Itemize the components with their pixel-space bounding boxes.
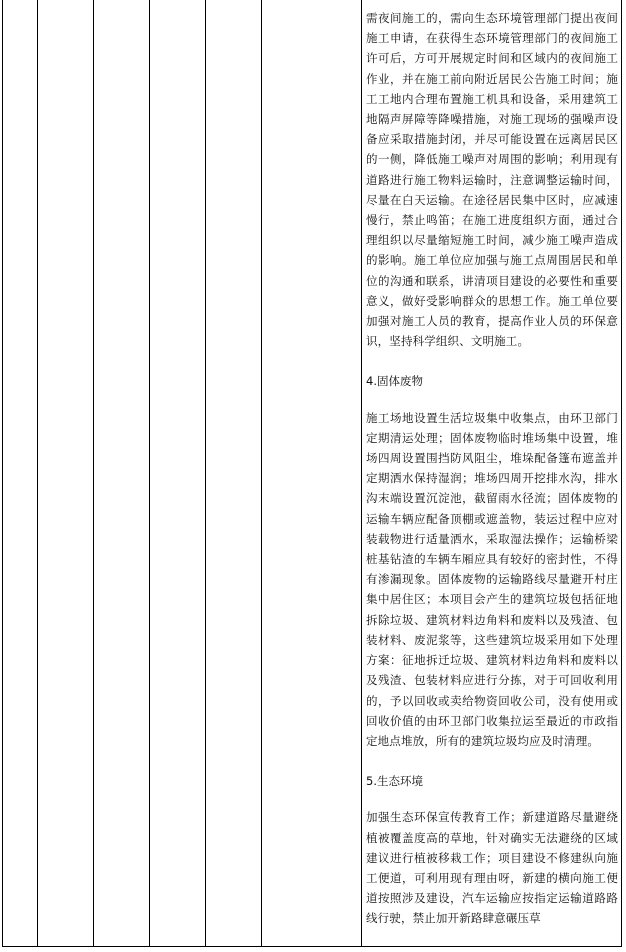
noise-measures-paragraph: 需夜间施工的，需向生态环境管理部门提出夜间施工申请，在获得生态环境管理部门的夜间施工许可后，方可开展规定时间和区域内的夜间施工作业，并在施工前向附近居民公告施工时间；施工工地内合理布置施工机具和设备，采用建筑工地隔声屏障等降噪措施，对施工现场的强噪声设备应采取措施封闭，并尽可能设置在远离居民区的一侧，降低施工噪声对周围的影响；利用现有道路进行施工物料运输时，注意调整运输时间，尽量在白天运输。在途径居民集中区时，应减速慢行，禁止鸣笛；在施工进度组织方面，通过合理组织以尽量缩短施工时间，减少施工噪声造成的影响。施工单位应加强与施工点周围居民和单位的沟通和联系，讲清项目建设的必要性和重要意义，做好受影响群众的思想工作。施工单位要加强对施工人员的教育，提高作业人员的环保意识，坚持科学组织、文明施工。 — [366, 11, 618, 349]
table-column-divider — [261, 0, 262, 947]
table-column-divider — [205, 0, 206, 947]
table-column-divider — [361, 0, 362, 947]
solid-waste-heading: 4.固体废物 — [366, 374, 423, 389]
table-border-right — [621, 0, 622, 947]
table-border-bottom — [2, 946, 622, 947]
solid-waste-paragraph: 施工场地设置生活垃圾集中收集点，由环卫部门定期清运处理；固体废物临时堆场集中设置，堆场四周设置围挡防风阻尘，堆垛配备篷布遮盖并定期洒水保持湿润；堆场四周开挖排水沟，排水沟末端设置沉淀池，截留雨水径流；固体废物的运输车辆应配备顶棚或遮盖物，装运过程中应对装载物进行适量洒水，采取湿法操作；运输桥梁桩基钻渣的车辆车厢应具有较好的密封性，不得有渗漏现象。固体废物的运输路线尽量避开村庄集中居住区；本项目会产生的建筑垃圾包括征地拆除垃圾、建筑材料边角料和废料以及残渣、包装材料、废泥浆等，这些建筑垃圾采用如下处理方案：征地拆迁垃圾、建筑材料边角料和废料以及残渣、包装材料应进行分拣，对于可回收利用的，予以回收或卖给物资回收公司，没有使用或回收价值的由环卫部门收集拉运至最近的市政指定地点堆放，所有的建筑垃圾均应及时清理。 — [366, 410, 618, 748]
table-column-divider — [37, 0, 38, 947]
ecology-heading: 5.生态环境 — [366, 774, 423, 789]
table-column-divider — [93, 0, 94, 947]
table-column-divider — [149, 0, 150, 947]
table-border-left — [2, 0, 3, 947]
measures-cell — [366, 8, 618, 929]
ecology-paragraph: 加强生态环保宣传教育工作；新建道路尽量避绕植被覆盖度高的草地，针对确实无法避绕的区域建议进行植被移栽工作；项目建设不修建纵向施工便道，可利用现有理由呀，新建的横向施工便道按照涉及建设，汽车运输应按指定运输道路路线行驶，禁止加开新路肆意碾压草 — [366, 810, 618, 926]
